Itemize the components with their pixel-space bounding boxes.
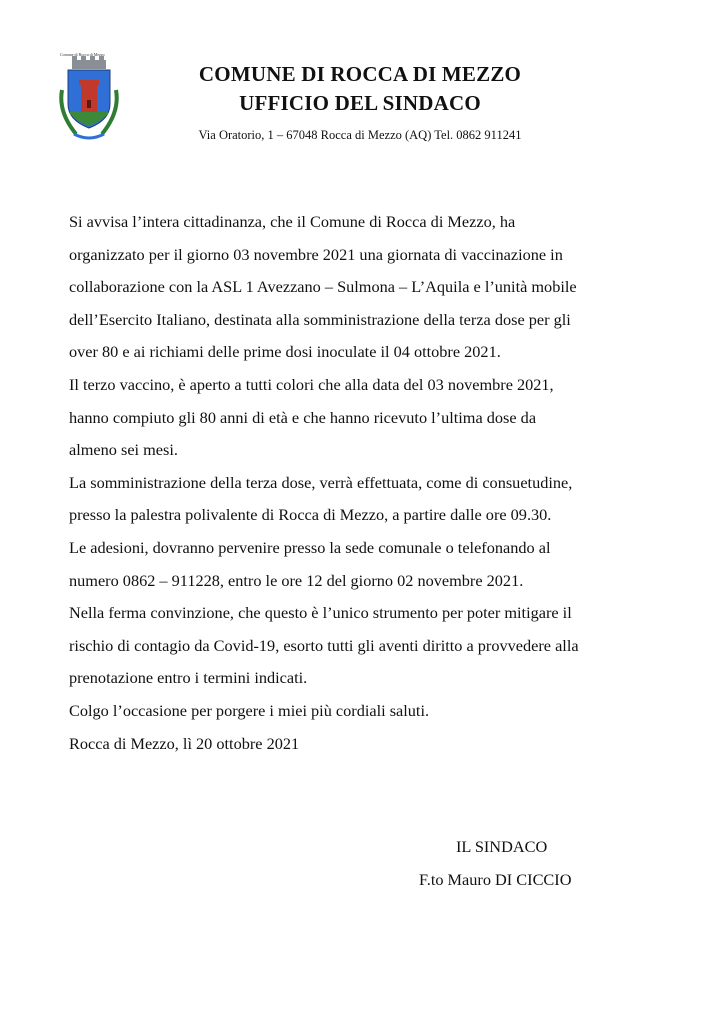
address-line: Via Oratorio, 1 – 67048 Rocca di Mezzo (AQ) Tel. 0862 911241 [198,128,522,142]
body-line: Il terzo vaccino, è aperto a tutti colori che alla data del 03 novembre 2021, [69,374,554,394]
body-line: over 80 e ai richiami delle prime dosi inoculate il 04 ottobre 2021. [69,342,501,362]
body-line: dell’Esercito Italiano, destinata alla somministrazione della terza dose per gli [69,309,571,329]
coat-of-arms-icon [56,50,122,142]
body-line: organizzato per il giorno 03 novembre 2021 una giornata di vaccinazione in [69,244,563,264]
office-title: UFFICIO DEL SINDACO [239,91,481,115]
municipality-title: COMUNE DI ROCCA DI MEZZO [198,62,522,86]
body-line: presso la palestra polivalente di Rocca di Mezzo, a partire dalle ore 09.30. [69,505,552,525]
signature-title: IL SINDACO [456,837,548,856]
body-line: almeno sei mesi. [69,440,178,460]
body-line: rischio di contagio da Covid-19, esorto tutti gli aventi diritto a provvedere alla [69,635,579,655]
body-line: Si avvisa l’intera cittadinanza, che il Comune di Rocca di Mezzo, ha [69,212,516,231]
crest-caption: Comune di Rocca di Mezzo [60,52,105,57]
body-line: numero 0862 – 911228, entro le ore 12 del giorno 02 novembre 2021. [69,570,524,590]
signature-name: F.to Mauro DI CICCIO [419,870,572,889]
body-line: Colgo l’occasione per porgere i miei più cordiali saluti. [69,700,430,720]
body-line: Nella ferma convinzione, che questo è l’unico strumento per poter mitigare il [69,603,572,623]
notice-body [69,206,689,760]
body-line: collaborazione con la ASL 1 Avezzano – Sulmona – L’Aquila e l’unità mobile [69,277,577,297]
body-line: hanno compiuto gli 80 anni di età e che hanno ricevuto l’ultima dose da [69,407,537,427]
body-line: prenotazione entro i termini indicati. [69,668,308,688]
coat-of-arms [56,50,122,142]
letterhead [150,60,570,143]
date-line: Rocca di Mezzo, lì 20 ottobre 2021 [69,733,300,753]
signature-block [410,830,630,896]
body-line: La somministrazione della terza dose, verrà effettuata, come di consuetudine, [69,472,573,492]
body-line: Le adesioni, dovranno pervenire presso la sede comunale o telefonando al [69,537,551,557]
